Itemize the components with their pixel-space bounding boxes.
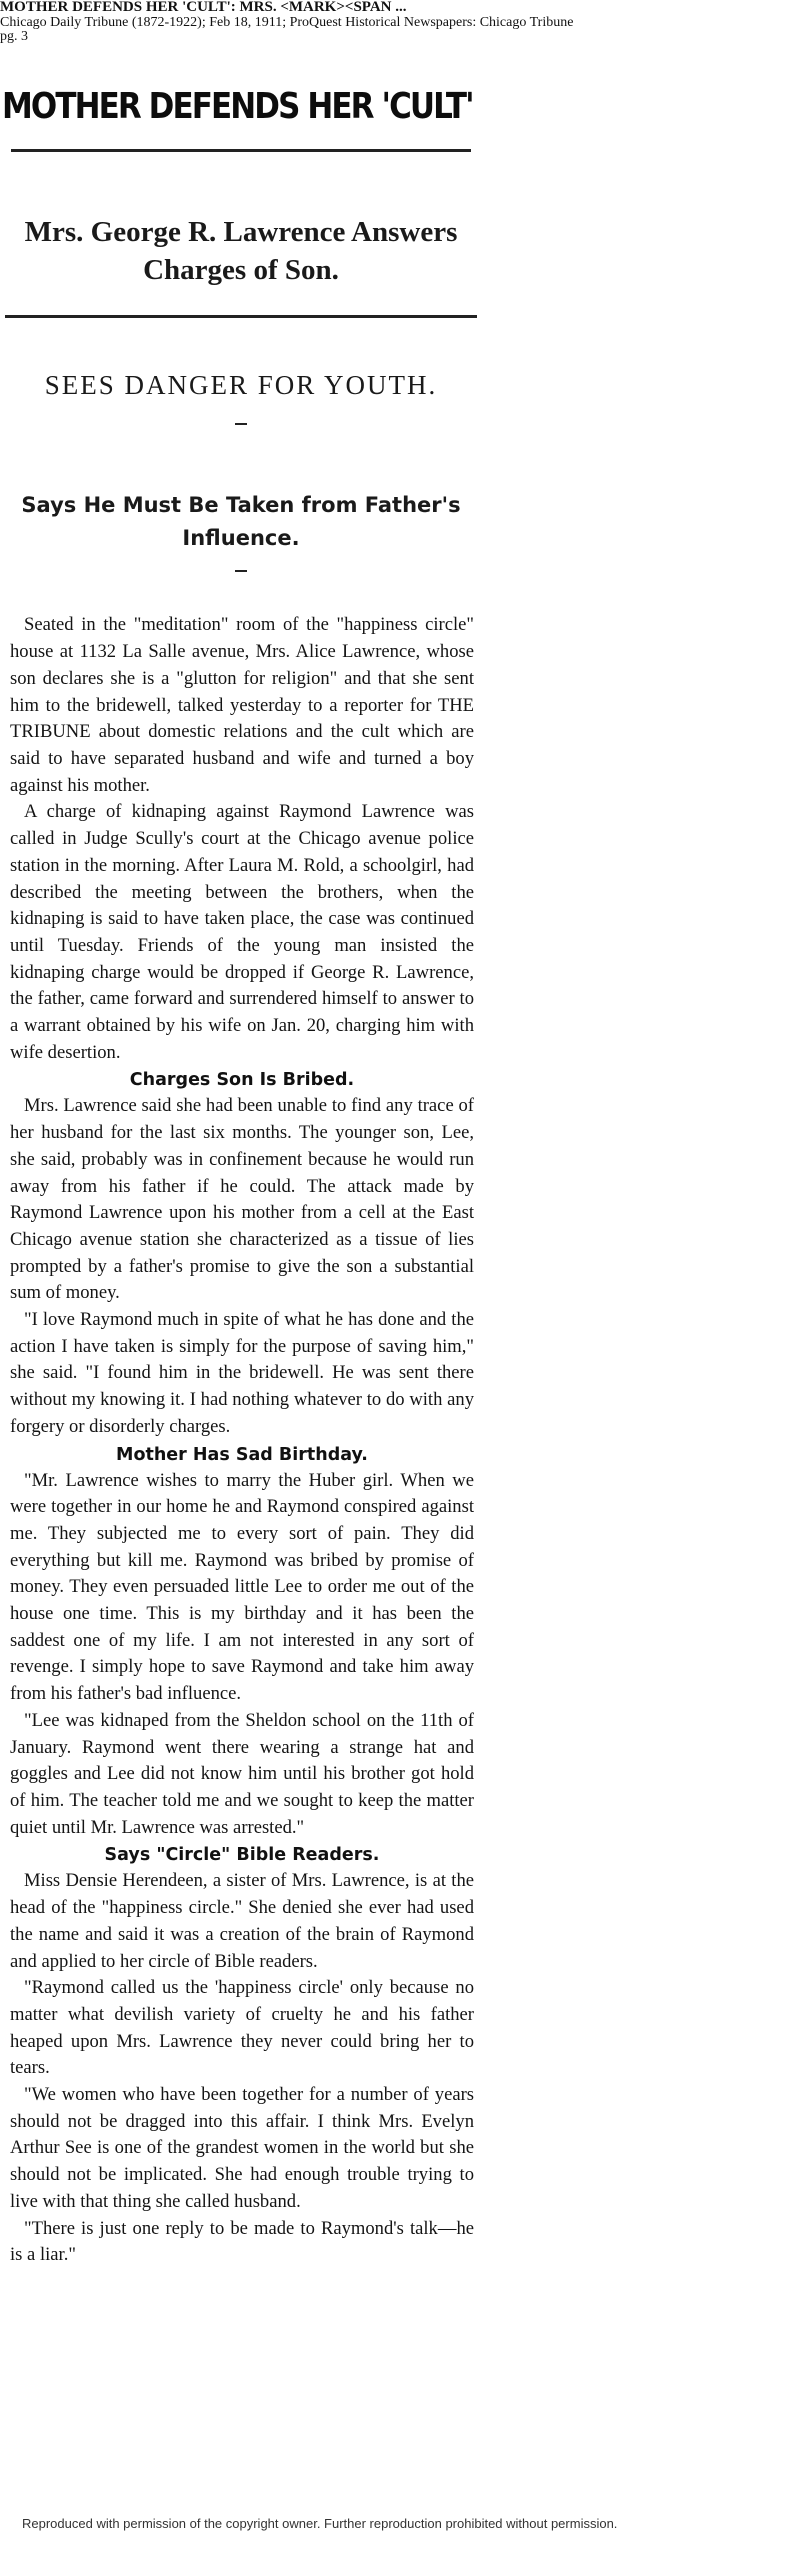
deck-3 <box>0 489 482 554</box>
headline-rule <box>11 149 471 152</box>
paragraph-9: "We women who have been together for a number of years should not be dragged into this affair. I think Mrs. Evelyn Arthur See is one of the grandest women in the world but she should not be implicated. She had enough trouble trying to live with that thing she called husband. <box>10 2084 474 2212</box>
newspaper-clipping <box>0 68 482 2448</box>
subhead-charges-son-bribed: Charges Son Is Bribed. <box>129 1070 355 1091</box>
paragraph-4: "I love Raymond much in spite of what he has done and the action I have taken is simply for the purpose of saving him," she said. "I found him in the bridewell. He was sent there without my knowing it. I had nothing whatever to do with any forgery or disorderly charges. <box>10 1309 474 1437</box>
deck-rule-1 <box>5 315 477 318</box>
paragraph-10: "There is just one reply to be made to Raymond's talk—he is a liar." <box>10 2217 474 2266</box>
citation-source: Chicago Daily Tribune (1872-1922); Feb 18, 1911; ProQuest Historical Newspapers: Chicago Tribune <box>0 14 574 30</box>
deck-rule-3 <box>235 570 247 572</box>
paragraph-7: Miss Densie Herendeen, a sister of Mrs. Lawrence, is at the head of the "happiness circle." She denied she ever had used the name and said it was a creation of the brain of Raymond and applied to her circle of Bible readers. <box>10 1870 474 1972</box>
copyright-notice: Reproduced with permission of the copyright owner. Further reproduction prohibited without permission. <box>22 2516 618 2531</box>
citation-title: MOTHER DEFENDS HER 'CULT': MRS. <MARK><SPAN ... <box>0 0 407 15</box>
deck-3-line-2: Influence. <box>182 525 300 550</box>
paragraph-5: "Mr. Lawrence wishes to marry the Huber girl. When we were together in our home he and Raymond conspired against me. They subjected me to every sort of pain. They did everything but kill me. Raymond was bribed by promise of money. They even persuaded little Lee to order me out of the house one time. This is my birthday and it has been the saddest one of my life. I am not interested in any sort of revenge. I simply hope to save Raymond and take him away from his father's bad influence. <box>10 1469 474 1705</box>
deck-2: SEES DANGER FOR YOUTH. <box>44 370 438 401</box>
paragraph-6: "Lee was kidnaped from the Sheldon school on the 11th of January. Raymond went there wearing a strange hat and goggles and Lee did not know him until his brother got hold of him. The teacher told me and we sought to keep the matter quiet until Mr. Lawrence was arrested." <box>10 1709 474 1838</box>
paragraph-8: "Raymond called us the 'happiness circle' only because no matter what devilish variety of cruelty he and his father heaped upon Mrs. Lawrence they never could bring her to tears. <box>10 1977 474 2079</box>
article-body <box>0 612 482 2268</box>
deck-3-line-1: Says He Must Be Taken from Father's <box>21 493 461 518</box>
deck-1 <box>0 214 482 289</box>
paragraph-3: Mrs. Lawrence said she had been unable to find any trace of her husband for the last six months. The younger son, Lee, she said, probably was in confinement because he would run away from his father if he could. The attack made by Raymond Lawrence upon his mother from a cell at the East Chicago avenue station she characterized as a tissue of lies prompted by a father's promise to give the son a substantial sum of money. <box>10 1095 474 1304</box>
subhead-sad-birthday: Mother Has Sad Birthday. <box>116 1444 368 1465</box>
article-headline: MOTHER DEFENDS HER 'CULT' <box>2 86 473 127</box>
citation-page: pg. 3 <box>0 29 28 45</box>
paragraph-1: Seated in the "meditation" room of the "happiness circle" house at 1132 La Salle avenue, Mrs. Alice Lawrence, whose son declares she is a "glutton for religion" and that she sent him to the bridewell, talked yesterday to a reporter for THE TRIBUNE about domestic relations and the cult which are said to have separated husband and wife and turned a boy against his mother. <box>10 614 474 796</box>
deck-rule-2 <box>235 423 247 425</box>
citation-header <box>0 0 780 45</box>
deck-1-line-2: Charges of Son. <box>143 253 339 286</box>
deck-1-line-1: Mrs. George R. Lawrence Answers <box>24 216 458 248</box>
paragraph-2: A charge of kidnaping against Raymond Lawrence was called in Judge Scully's court at the Chicago avenue police station in the morning. After Laura M. Rold, a schoolgirl, had described the meeting between the brothers, when the kidnaping is said to have taken place, the case was continued until Tuesday. Friends of the young man insisted the kidnaping charge would be dropped if George R. Lawrence, the father, came forward and surrendered himself to answer to a warrant obtained by his wife on Jan. 20, charging him with wife desertion. <box>10 801 474 1063</box>
subhead-bible-readers: Says "Circle" Bible Readers. <box>104 1845 380 1866</box>
